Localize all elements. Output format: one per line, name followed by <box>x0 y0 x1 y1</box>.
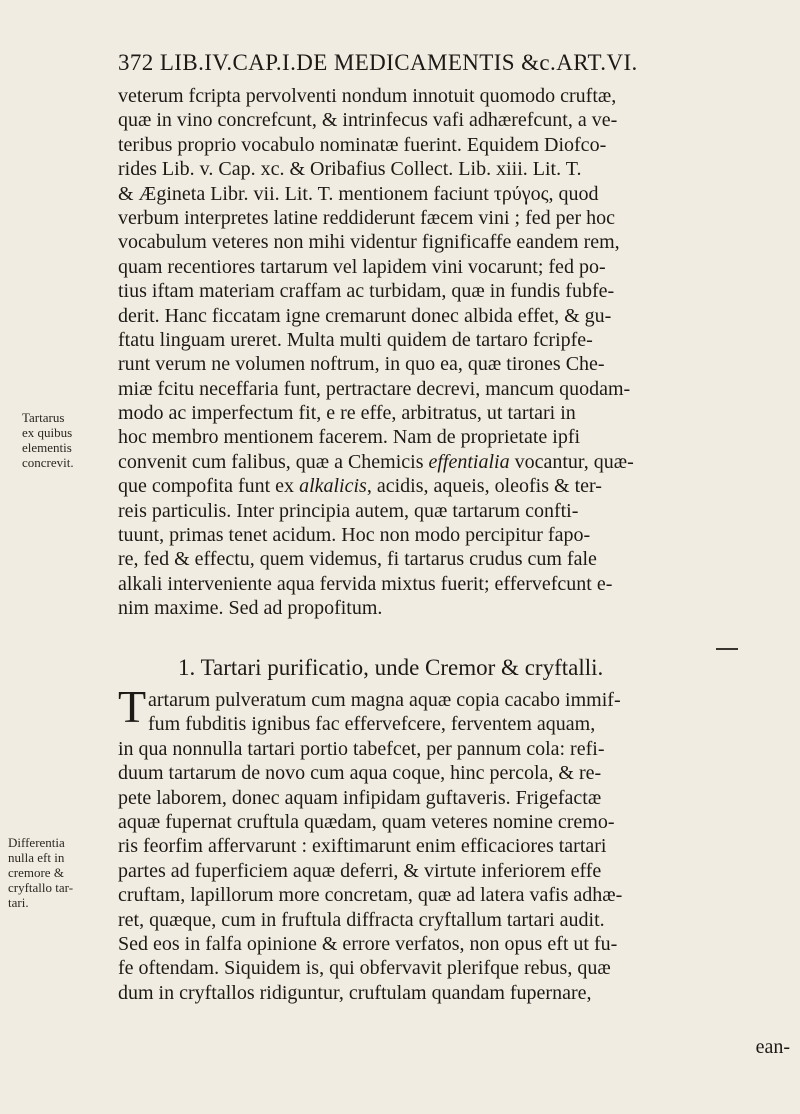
text-line: teribus proprio vocabulo nominatæ fuerint. Equidem Diofco- <box>118 133 607 156</box>
text-line: alkali interveniente aqua fervida mixtus fuerit; effervefcunt e- <box>118 572 613 595</box>
margin-note-line: elementis <box>22 440 72 455</box>
text-line: veterum fcripta pervolventi nondum innotuit quomodo cruftæ, <box>118 85 617 107</box>
italic-term: alkalicis <box>299 475 367 498</box>
margin-note-tartarus <box>22 410 126 470</box>
text-line: pete laborem, donec aquam infipidam guftaveris. Frigefactæ <box>118 786 602 809</box>
section-heading: 1. Tartari purificatio, unde Cremor & cryftalli. <box>178 655 604 680</box>
text-line: hoc membro mentionem facerem. Nam de proprietate ipfi <box>118 426 581 449</box>
text-line: re, fed & effectu, quem videmus, fi tartarus crudus cum fale <box>118 548 597 571</box>
margin-note-differentia <box>8 835 112 910</box>
text-line: ftatu linguam ureret. Multa multi quidem de tartaro fcripfe- <box>118 328 593 351</box>
drop-cap: T <box>118 681 147 732</box>
margin-note-line: concrevit. <box>22 455 74 470</box>
text-segment: , acidis, aqueis, oleofis & ter- <box>366 475 602 498</box>
text-line: nim maxime. Sed ad propofitum. <box>118 597 383 620</box>
text-line: tius iftam materiam craffam ac turbidam, quæ in fundis fubfe- <box>118 280 615 303</box>
text-line: partes ad fuperficiem aquæ deferri, & virtute inferiorem effe <box>118 859 602 882</box>
text-line: tuunt, primas tenet acidum. Hoc non modo percipitur fapo- <box>118 524 591 547</box>
text-line: rides Lib. v. Cap. xc. & Oribafius Collect. Lib. xiii. Lit. T. <box>118 158 582 181</box>
text-line: cruftam, lapillorum more concretam, quæ ad latera vafis adhæ- <box>118 884 623 907</box>
text-segment: vocantur, quæ- <box>514 450 634 473</box>
margin-note-line: cremore & <box>8 865 64 880</box>
text-line: dum in cryftallos ridiguntur, cruftulam quandam fupernare, <box>118 981 592 1004</box>
text-line: quam recentiores tartarum vel lapidem vini vocarunt; fed po- <box>118 255 606 278</box>
text-line: quæ in vino concrefcunt, & intrinfecus vafi adhærefcunt, a ve- <box>118 109 618 132</box>
ornament-rule <box>716 648 738 650</box>
main-paragraph <box>118 84 793 621</box>
text-line: Sed eos in falfa opinione & errore verfatos, non opus eft ut fu- <box>118 932 618 955</box>
text-line: ris feorfim affervarunt : exiftimarunt enim efficaciores tartari <box>118 835 607 858</box>
text-segment: convenit cum falibus, quæ a Chemicis <box>118 450 424 473</box>
running-head: 372 LIB.IV.CAP.I.DE MEDICAMENTIS &c.ART.VI. <box>118 50 638 75</box>
margin-note-line: ex quibus <box>22 425 73 440</box>
margin-note-line: Tartarus <box>22 410 65 425</box>
text-line: vocabulum veteres non mihi videntur fignificaffe eandem rem, <box>118 231 620 254</box>
text-line: duum tartarum de novo cum aqua coque, hinc percola, & re- <box>118 762 602 785</box>
text-line: derit. Hanc ficcatam igne cremarunt donec albida effet, & gu- <box>118 304 612 327</box>
text-line: reis particulis. Inter principia autem, quæ tartarum confti- <box>118 499 579 522</box>
text-line: modo ac imperfectum fit, e re effe, arbitratus, ut tartari in <box>118 402 576 425</box>
text-line: fe oftendam. Siquidem is, qui obfervavit plerifque rebus, quæ <box>118 957 611 980</box>
text-line-with-italic <box>118 450 793 474</box>
margin-note-line: nulla eft in <box>8 850 65 865</box>
catchword: ean- <box>755 1036 790 1058</box>
section-paragraph <box>118 681 793 1005</box>
margin-note-line: tari. <box>8 895 29 910</box>
text-line: & Ægineta Libr. vii. Lit. T. mentionem faciunt τρύγος, quod <box>118 182 599 205</box>
italic-term: effentialia <box>428 450 510 473</box>
text-line: miæ fcitu neceffaria funt, pertractare decrevi, mancum quodam- <box>118 377 631 400</box>
text-line: fum fubditis ignibus fac effervefcere, ferventem aquam, <box>148 713 596 736</box>
margin-note-line: cryftallo tar- <box>8 880 74 895</box>
text-line-with-italic <box>118 474 793 498</box>
text-line: in qua nonnulla tartari portio tabefcet, per pannum cola: refi- <box>118 737 605 760</box>
text-line: runt verum ne volumen noftrum, in quo ea, quæ tirones Che- <box>118 353 605 376</box>
text-segment: que compofita funt ex <box>118 475 295 498</box>
text-line: verbum interpretes latine reddiderunt fæcem vini ; fed per hoc <box>118 206 616 229</box>
margin-note-line: Differentia <box>8 835 65 850</box>
text-line: aquæ fupernat cruftula quædam, quam veteres nomine cremo- <box>118 810 615 833</box>
text-line: ret, quæque, cum in fruftula diffracta cryftallum tartari audit. <box>118 908 605 931</box>
text-line: artarum pulveratum cum magna aquæ copia cacabo immif- <box>148 689 621 711</box>
